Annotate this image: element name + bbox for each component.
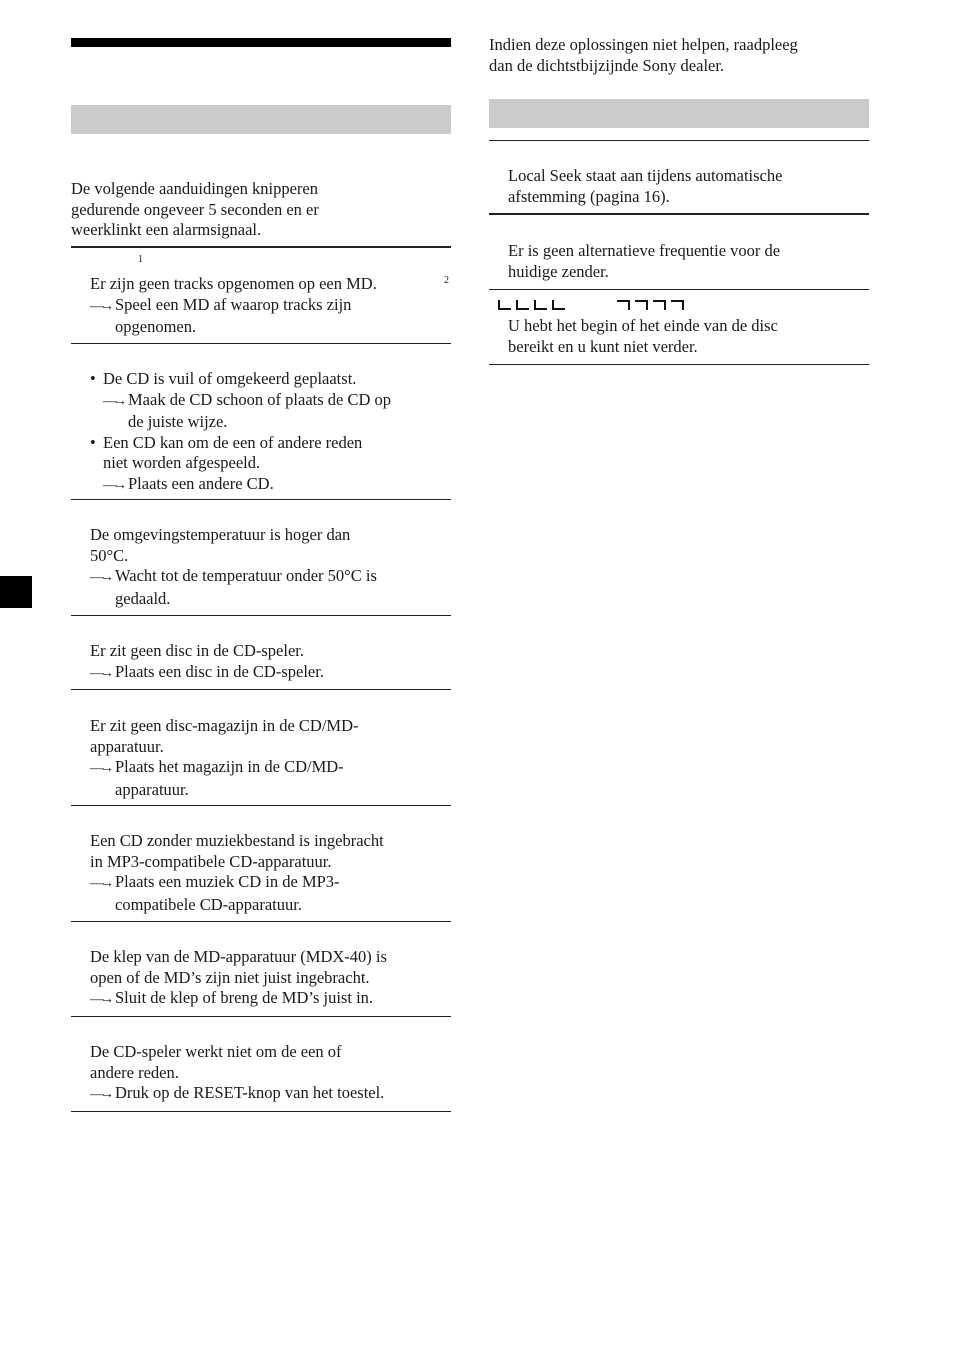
divider (71, 805, 451, 806)
fix-line-cont: compatibele CD-apparatuur. (115, 894, 302, 914)
message-text: U hebt het begin of het einde van de disc (508, 316, 778, 335)
intro-line: De volgende aanduidingen knipperen (71, 179, 318, 198)
fix-text: Druk op de RESET-knop van het toestel. (115, 1083, 385, 1102)
cause-text: De omgevingstemperatuur is hoger dan (90, 525, 351, 544)
segment-display-end-icon (616, 299, 690, 311)
cause-text: 50°C. (90, 545, 129, 565)
arrow-right-icon (90, 295, 115, 318)
error-cd-dirty (90, 369, 391, 496)
cause-text: apparatuur. (90, 736, 164, 756)
cause-text: open of de MD’s zijn niet juist ingebracht. (90, 967, 370, 987)
section-title-bar (71, 38, 451, 47)
divider (71, 499, 451, 500)
fix-line-cont: opgenomen. (115, 317, 197, 336)
fix-line (90, 390, 391, 413)
cause-text: Er zit geen disc-magazijn in de CD/MD- (90, 716, 359, 735)
cause-text: Een CD kan om de een of andere reden (103, 432, 363, 452)
fix-line (90, 988, 387, 1011)
divider (71, 343, 451, 344)
fix-text: Plaats het magazijn in de CD/MD- (115, 757, 344, 776)
cause-text: De klep van de MD-apparatuur (MDX-40) is (90, 947, 387, 966)
fix-line (90, 1083, 384, 1106)
message-text: Er is geen alternatieve frequentie voor de (508, 241, 781, 260)
cause-text: De CD-speler werkt niet om de een of (90, 1042, 342, 1061)
arrow-right-icon (90, 988, 115, 1011)
fix-line-cont: gedaald. (115, 588, 171, 608)
intro-line: Indien deze oplossingen niet helpen, raadpleeg (489, 35, 798, 54)
message-text: huidige zender. (508, 261, 609, 281)
divider (489, 213, 869, 215)
fix-line (90, 662, 324, 685)
divider (71, 1016, 451, 1017)
divider (71, 689, 451, 690)
arrow-right-icon (90, 872, 115, 895)
error-no-tracks (90, 274, 377, 338)
cause-text: in MP3-compatibele CD-apparatuur. (90, 851, 332, 871)
arrow-right-icon (90, 1083, 115, 1106)
divider (71, 615, 451, 616)
fix-line (90, 474, 391, 497)
divider (489, 289, 869, 290)
fix-text: Sluit de klep of breng de MD’s juist in. (115, 988, 374, 1007)
arrow-right-icon (103, 390, 128, 413)
message-no-af (508, 241, 780, 282)
error-no-disc (90, 641, 324, 684)
fix-text: Wacht tot de temperatuur onder 50°C is (115, 566, 377, 585)
fix-text: Plaats een andere CD. (128, 473, 274, 493)
intro-line: dan de dichtstbijzijnde Sony dealer. (489, 55, 725, 75)
segment-display-start-icon (498, 299, 572, 311)
message-local-seek (508, 166, 782, 207)
divider (489, 140, 869, 141)
fix-line (90, 757, 359, 780)
left-intro (71, 179, 319, 241)
message-text: Local Seek staat aan tijdens automatische (508, 166, 783, 185)
left-heading-band (71, 105, 451, 134)
error-md-lid-open (90, 947, 387, 1011)
fix-text: Maak de CD schoon of plaats de CD op (128, 389, 392, 409)
fix-line-cont: apparatuur. (115, 779, 189, 799)
arrow-right-icon (103, 474, 128, 497)
fix-text: Plaats een disc in de CD-speler. (115, 661, 324, 681)
message-text: afstemming (pagina 16). (508, 186, 670, 206)
fix-line (90, 295, 377, 318)
footnote-1: 1 (138, 254, 143, 265)
cause-line-cont: niet worden afgespeeld. (103, 453, 261, 472)
divider (71, 1111, 451, 1112)
bullet-icon: • (90, 369, 96, 388)
error-no-magazine (90, 716, 359, 800)
fix-text: Speel een MD af waarop tracks zijn (115, 294, 352, 314)
error-high-temperature (90, 525, 377, 609)
right-intro (489, 35, 798, 76)
divider (71, 246, 451, 248)
page-edge-tab (0, 576, 32, 608)
bullet-line (90, 433, 391, 454)
error-no-music-file (90, 831, 384, 915)
arrow-right-icon (90, 662, 115, 685)
message-text: bereikt en u kunt niet verder. (508, 336, 698, 356)
divider (71, 921, 451, 922)
error-player-malfunction (90, 1042, 384, 1106)
arrow-right-icon (90, 757, 115, 780)
fix-line (90, 872, 384, 895)
bullet-line (90, 369, 391, 390)
cause-text: andere reden. (90, 1062, 179, 1082)
cause-text: Er zijn geen tracks opgenomen op een MD. (90, 274, 377, 293)
footnote-2: 2 (444, 275, 449, 286)
cause-text: De CD is vuil of omgekeerd geplaatst. (103, 369, 357, 388)
cause-text: Een CD zonder muziekbestand is ingebracht (90, 831, 384, 850)
right-heading-band (489, 99, 869, 128)
intro-line: gedurende ongeveer 5 seconden en er (71, 199, 319, 219)
bullet-icon: • (90, 432, 96, 452)
fix-text: Plaats een muziek CD in de MP3- (115, 872, 340, 891)
cause-text: Er zit geen disc in de CD-speler. (90, 641, 304, 660)
fix-line (90, 566, 377, 589)
fix-line-cont: de juiste wijze. (128, 412, 228, 431)
intro-line: weerklinkt een alarmsignaal. (71, 220, 262, 239)
arrow-right-icon (90, 566, 115, 589)
divider (489, 364, 869, 365)
message-disc-end (508, 316, 778, 357)
